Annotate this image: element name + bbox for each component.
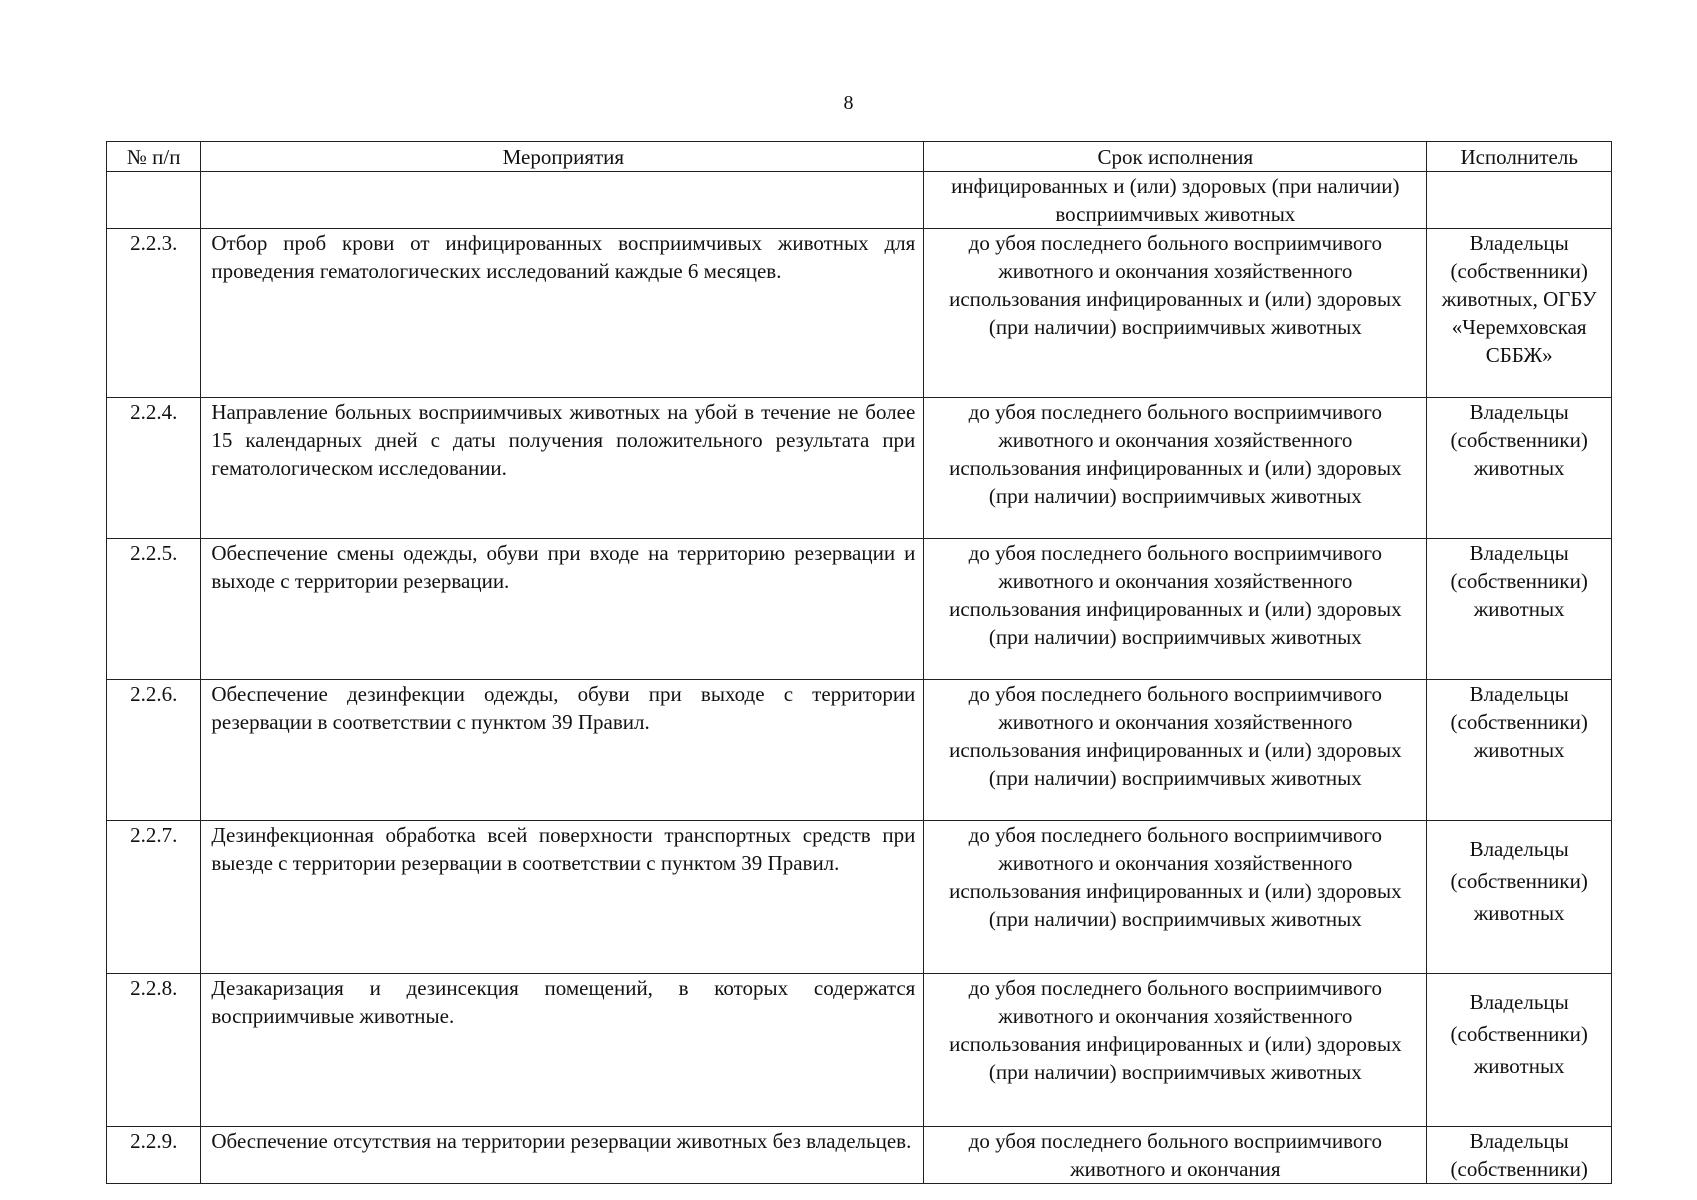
cell-num: 2.2.4. [107, 398, 201, 539]
cell-executor: Владельцы (собственники) животных [1427, 974, 1612, 1127]
table-row [107, 821, 1612, 974]
header-term: Срок исполнения [924, 142, 1427, 172]
cell-executor: Владельцы (собственники) [1427, 1127, 1612, 1184]
cell-action: Обеспечение дезинфекции одежды, обуви при выходе с территории резервации в соответствии с пунктом 39 Правил. [201, 680, 924, 821]
measures-table [106, 141, 1612, 1184]
cell-num: 2.2.3. [107, 229, 201, 398]
cell-term: до убоя последнего больного восприимчивого животного и окончания хозяйственного использования инфицированных и (или) здоровых (при наличии) восприимчивых животных [924, 974, 1427, 1127]
cell-action: Направление больных восприимчивых животных на убой в течение не более 15 календарных дней с даты получения положительного результата при гематологическом исследовании. [201, 398, 924, 539]
cell-executor: Владельцы (собственники) животных [1427, 398, 1612, 539]
cell-num [107, 172, 201, 229]
cell-action [201, 172, 924, 229]
cell-executor: Владельцы (собственники) животных [1427, 821, 1612, 974]
table-row [107, 539, 1612, 680]
cell-term: до убоя последнего больного восприимчивого животного и окончания хозяйственного использования инфицированных и (или) здоровых (при наличии) восприимчивых животных [924, 680, 1427, 821]
table-row-continuation [107, 172, 1612, 229]
page-number: 8 [843, 92, 854, 114]
cell-num: 2.2.6. [107, 680, 201, 821]
cell-num: 2.2.5. [107, 539, 201, 680]
cell-action: Обеспечение смены одежды, обуви при входе на территорию резервации и выходе с территории резервации. [201, 539, 924, 680]
cell-action: Дезакаризация и дезинсекция помещений, в которых содержатся восприимчивые животные. [201, 974, 924, 1127]
cell-executor: Владельцы (собственники) животных [1427, 680, 1612, 821]
table-row [107, 1127, 1612, 1184]
cell-term: до убоя последнего больного восприимчивого животного и окончания [924, 1127, 1427, 1184]
cell-action: Дезинфекционная обработка всей поверхности транспортных средств при выезде с территории резервации в соответствии с пунктом 39 Правил. [201, 821, 924, 974]
cell-term: до убоя последнего больного восприимчивого животного и окончания хозяйственного использования инфицированных и (или) здоровых (при наличии) восприимчивых животных [924, 539, 1427, 680]
table-row [107, 229, 1612, 398]
cell-num: 2.2.8. [107, 974, 201, 1127]
cell-executor: Владельцы (собственники) животных, ОГБУ «Черемховская СББЖ» [1427, 229, 1612, 398]
cell-term: до убоя последнего больного восприимчивого животного и окончания хозяйственного использования инфицированных и (или) здоровых (при наличии) восприимчивых животных [924, 229, 1427, 398]
header-executor: Исполнитель [1427, 142, 1612, 172]
table-header-row [107, 142, 1612, 172]
header-num: № п/п [107, 142, 201, 172]
header-action: Мероприятия [201, 142, 924, 172]
cell-num: 2.2.7. [107, 821, 201, 974]
cell-term: инфицированных и (или) здоровых (при наличии) восприимчивых животных [924, 172, 1427, 229]
cell-term: до убоя последнего больного восприимчивого животного и окончания хозяйственного использования инфицированных и (или) здоровых (при наличии) восприимчивых животных [924, 821, 1427, 974]
cell-executor [1427, 172, 1612, 229]
cell-action: Обеспечение отсутствия на территории резервации животных без владельцев. [201, 1127, 924, 1184]
cell-action: Отбор проб крови от инфицированных восприимчивых животных для проведения гематологических исследований каждые 6 месяцев. [201, 229, 924, 398]
cell-executor: Владельцы (собственники) животных [1427, 539, 1612, 680]
table-row [107, 680, 1612, 821]
cell-num: 2.2.9. [107, 1127, 201, 1184]
table-row [107, 398, 1612, 539]
cell-term: до убоя последнего больного восприимчивого животного и окончания хозяйственного использования инфицированных и (или) здоровых (при наличии) восприимчивых животных [924, 398, 1427, 539]
table-row [107, 974, 1612, 1127]
